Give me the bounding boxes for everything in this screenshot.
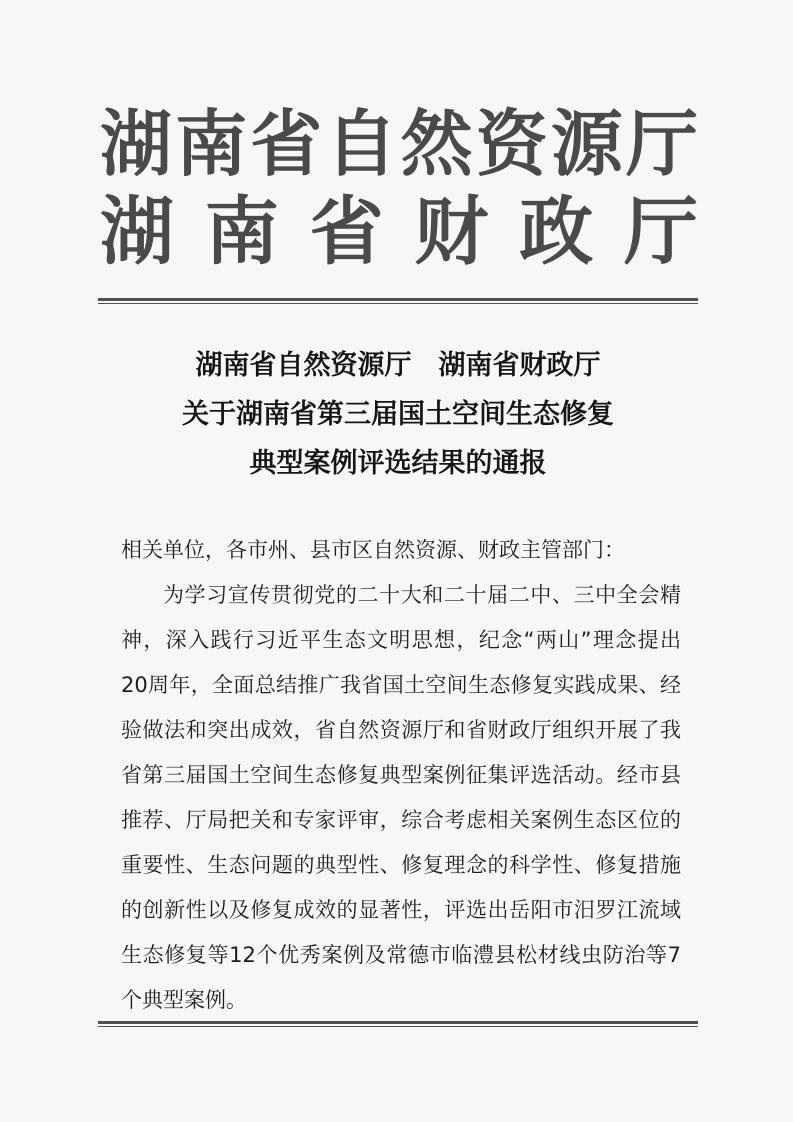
document-title-line-2: 关于湖南省第三届国土空间生态修复 bbox=[182, 399, 614, 430]
issuer-header-line-2: 湖南省财政厅 bbox=[100, 189, 698, 275]
paragraph-line: 生态修复等12个优秀案例及常德市临澧县松材线虫防治等7 bbox=[121, 943, 681, 967]
paragraph-line: 推荐、厅局把关和专家评审，综合考虑相关案例生态区位的 bbox=[121, 808, 681, 832]
paragraph-line: 的创新性以及修复成效的显著性，评选出岳阳市汨罗江流域 bbox=[121, 898, 681, 922]
issuer-header-line-1: 湖南省自然资源厅 bbox=[100, 102, 698, 186]
paragraph-line: 重要性、生态问题的典型性、修复理念的科学性、修复措施 bbox=[121, 853, 681, 877]
document-title-line-1: 湖南省自然资源厅 湖南省财政厅 bbox=[195, 350, 601, 381]
salutation: 相关单位，各市州、县市区自然资源、财政主管部门： bbox=[121, 538, 625, 562]
paragraph-line: 为学习宣传贯彻党的二十大和二十届二中、三中全会精 bbox=[163, 583, 681, 607]
header-divider bbox=[98, 298, 698, 304]
paragraph-line: 验做法和突出成效，省自然资源厅和省财政厅组织开展了我 bbox=[121, 718, 681, 742]
paragraph-line: 神，深入践行习近平生态文明思想，纪念“两山”理念提出 bbox=[121, 628, 681, 652]
footer-divider bbox=[98, 1021, 698, 1027]
paragraph-line: 20周年，全面总结推广我省国土空间生态修复实践成果、经 bbox=[121, 673, 681, 697]
paragraph-line: 个典型案例。 bbox=[121, 988, 247, 1012]
document-title-line-3: 典型案例评选结果的通报 bbox=[249, 448, 547, 479]
paragraph-line: 省第三届国土空间生态修复典型案例征集评选活动。经市县 bbox=[121, 763, 681, 787]
